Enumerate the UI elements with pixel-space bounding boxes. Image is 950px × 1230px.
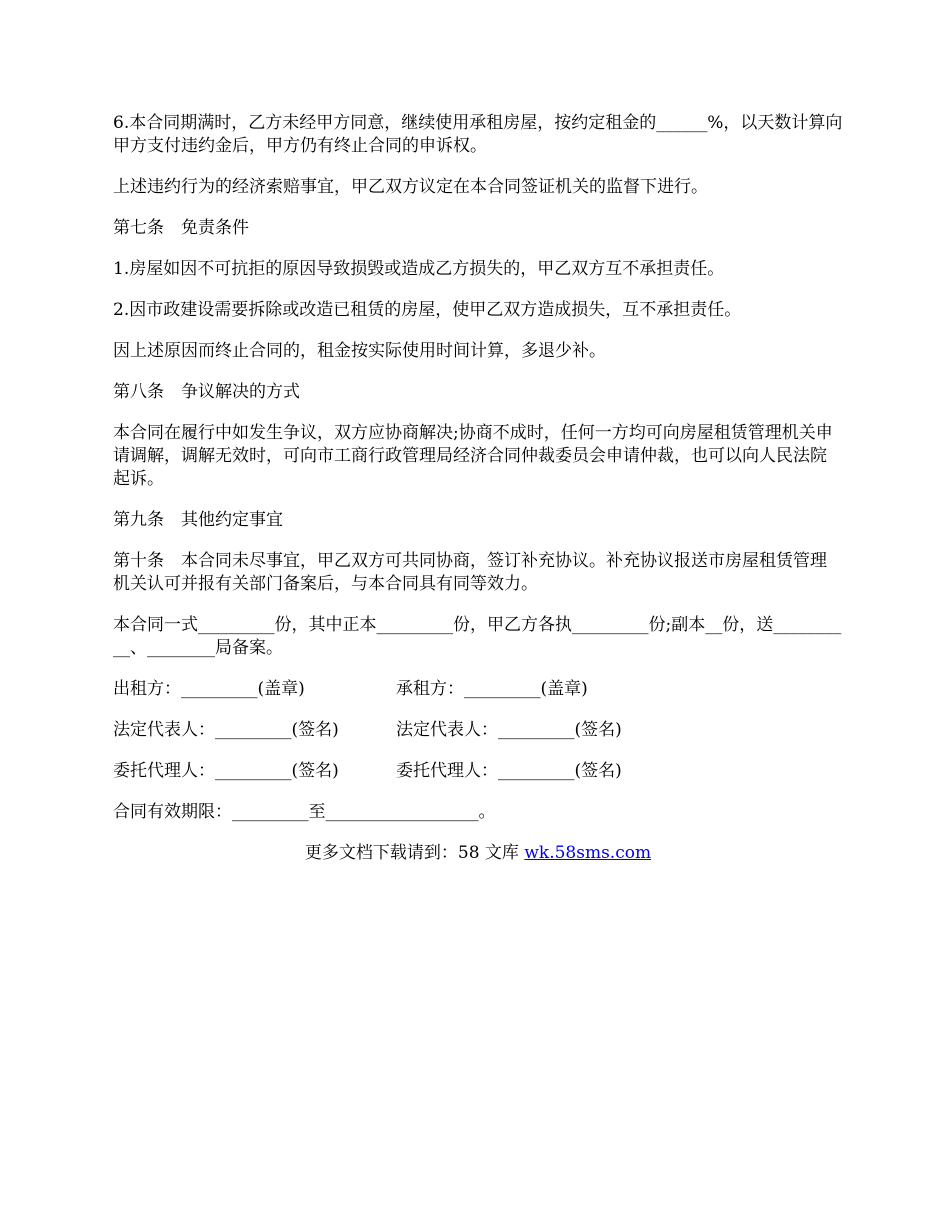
exemption-rent-settlement: 因上述原因而终止合同的，租金按实际使用时间计算，多退少补。 (113, 341, 606, 361)
exemption-item-2: 2.因市政建设需要拆除或改造已租赁的房屋，使甲乙双方造成损失，互不承担责任。 (113, 300, 742, 320)
footer-download-note (113, 842, 843, 865)
contract-validity-row (113, 801, 843, 824)
signature-row-parties (113, 678, 843, 701)
lessee-signature: 承租方：_________(盖章) (396, 679, 588, 699)
copies-clause: 本合同一式_________份，其中正本_________份，甲乙方各执_________份;副本__份，送__________、________局备案。 (113, 615, 842, 658)
signature-row-legal-rep (113, 719, 843, 742)
document-page (113, 112, 843, 865)
clause-6-overdue-use: 6.本合同期满时，乙方未经甲方同意，继续使用承租房屋，按约定租金的______%，以天数计算向甲方支付违约金后，甲方仍有终止合同的申诉权。 (113, 113, 843, 156)
dispute-resolution-text: 本合同在履行中如发生争议，双方应协商解决;协商不成时，任何一方均可向房屋租赁管理机关申请调解，调解无效时，可向市工商行政管理局经济合同仲裁委员会申请仲裁，也可以向人民法院起诉。 (113, 423, 833, 489)
footer-link[interactable]: wk.58sms.com (524, 843, 652, 863)
article-8-heading: 第八条 争议解决的方式 (113, 382, 300, 402)
article-10-text: 第十条 本合同未尽事宜，甲乙双方可共同协商，签订补充协议。补充协议报送市房屋租赁管理机关认可并报有关部门备案后，与本合同具有同等效力。 (113, 551, 827, 594)
lessor-signature: 出租方：_________(盖章) (113, 679, 305, 699)
contract-validity: 合同有效期限：_________至__________________。 (113, 802, 496, 822)
signature-row-agent (113, 760, 843, 783)
footer-prefix: 更多文档下载请到：58 文库 (304, 843, 525, 863)
article-9-heading: 第九条 其他约定事宜 (113, 510, 283, 530)
lessor-legal-rep: 法定代表人：_________(签名) (113, 720, 339, 740)
lessor-agent: 委托代理人：_________(签名) (113, 761, 339, 781)
lessee-agent: 委托代理人：_________(签名) (396, 761, 622, 781)
exemption-item-1: 1.房屋如因不可抗拒的原因导致损毁或造成乙方损失的，甲乙双方互不承担责任。 (113, 259, 725, 279)
article-7-heading: 第七条 免责条件 (113, 218, 249, 238)
compensation-supervision: 上述违约行为的经济索赔事宜，甲乙双方议定在本合同签证机关的监督下进行。 (113, 177, 708, 197)
lessee-legal-rep: 法定代表人：_________(签名) (396, 720, 622, 740)
